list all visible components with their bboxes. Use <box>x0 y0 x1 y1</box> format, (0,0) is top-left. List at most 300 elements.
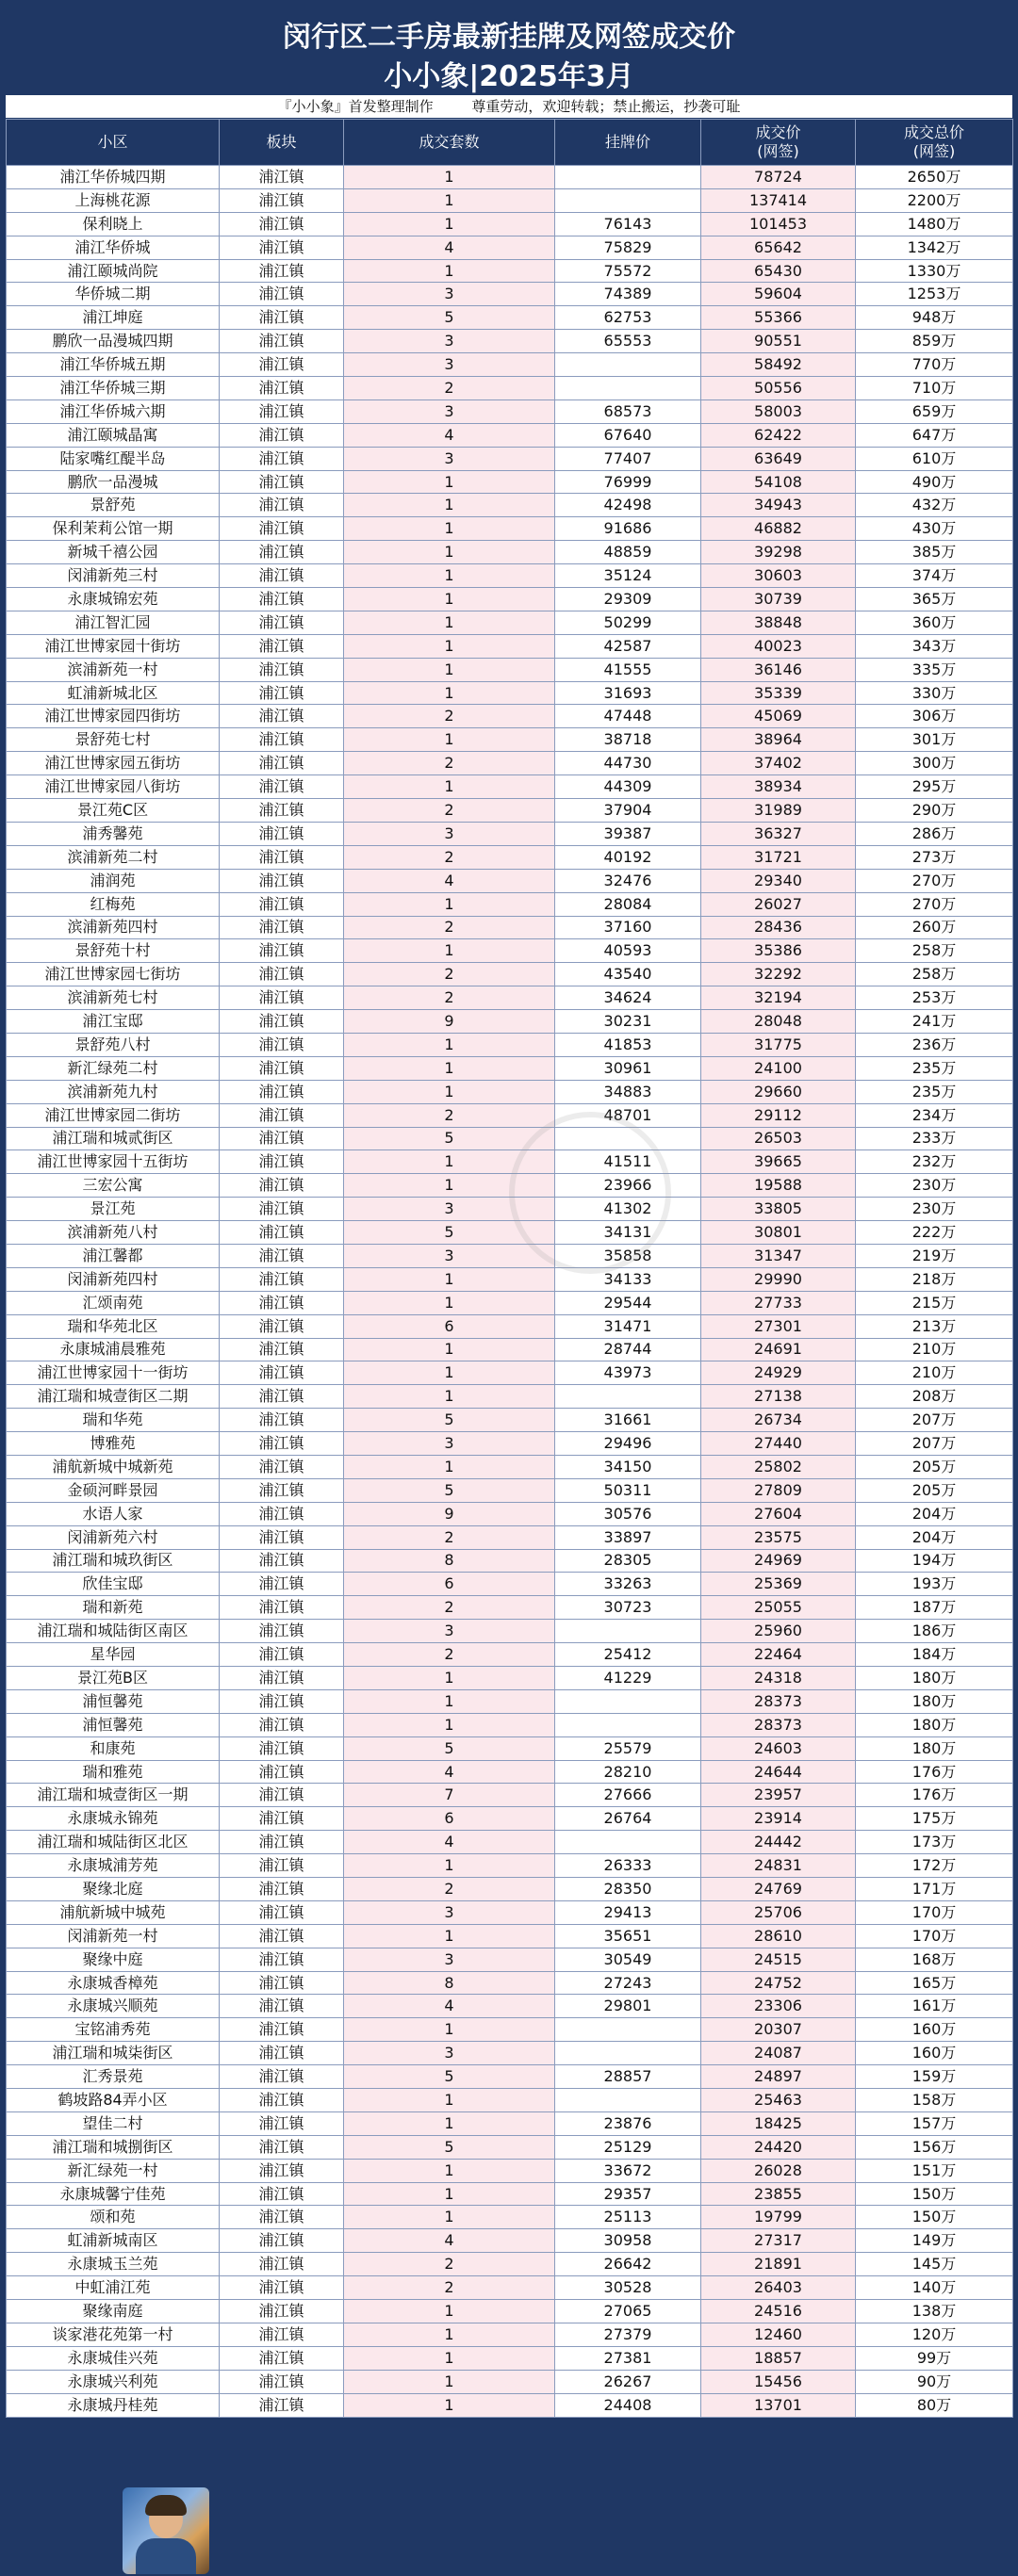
table-row <box>7 1924 1013 1948</box>
cell-deal-count: 1 <box>344 1174 555 1198</box>
cell-deal-count: 1 <box>344 2393 555 2417</box>
cell-deal-total: 241万 <box>856 1010 1013 1034</box>
cell-list-price: 35651 <box>555 1924 701 1948</box>
cell-deal-count: 5 <box>344 306 555 330</box>
cell-list-price: 30576 <box>555 1502 701 1525</box>
cell-deal-total: 1330万 <box>856 259 1013 283</box>
cell-community: 中虹浦江苑 <box>7 2276 220 2300</box>
cell-deal-price: 13701 <box>701 2393 856 2417</box>
table-row <box>7 1596 1013 1620</box>
cell-deal-total: 300万 <box>856 752 1013 775</box>
cell-list-price: 41229 <box>555 1667 701 1690</box>
cell-deal-price: 18425 <box>701 2111 856 2135</box>
cell-community: 聚缘南庭 <box>7 2300 220 2323</box>
cell-deal-total: 149万 <box>856 2229 1013 2253</box>
cell-block: 浦江镇 <box>220 1620 344 1643</box>
cell-deal-count: 3 <box>344 1900 555 1924</box>
cell-deal-count: 4 <box>344 1995 555 2018</box>
cell-deal-total: 180万 <box>856 1667 1013 1690</box>
cell-deal-total: 385万 <box>856 541 1013 564</box>
table-row <box>7 494 1013 517</box>
table-row <box>7 1150 1013 1174</box>
table-row <box>7 1948 1013 1971</box>
cell-block: 浦江镇 <box>220 517 344 541</box>
cell-block: 浦江镇 <box>220 1314 344 1338</box>
cell-block: 浦江镇 <box>220 1455 344 1478</box>
table-row <box>7 2323 1013 2346</box>
cell-deal-total: 204万 <box>856 1525 1013 1549</box>
cell-deal-count: 1 <box>344 1713 555 1736</box>
cell-deal-total: 258万 <box>856 963 1013 986</box>
cell-deal-price: 27317 <box>701 2229 856 2253</box>
cell-deal-price: 26403 <box>701 2276 856 2300</box>
cell-deal-total: 330万 <box>856 681 1013 705</box>
table-row <box>7 306 1013 330</box>
cell-community: 浦江华侨城三期 <box>7 377 220 400</box>
cell-deal-total: 175万 <box>856 1807 1013 1831</box>
cell-list-price: 34150 <box>555 1455 701 1478</box>
cell-list-price: 75572 <box>555 259 701 283</box>
cell-deal-total: 235万 <box>856 1056 1013 1080</box>
cell-deal-count: 1 <box>344 2111 555 2135</box>
table-row <box>7 2065 1013 2089</box>
cell-deal-price: 34943 <box>701 494 856 517</box>
cell-deal-price: 24318 <box>701 1667 856 1690</box>
cell-block: 浦江镇 <box>220 1995 344 2018</box>
table-row <box>7 1736 1013 1760</box>
cell-deal-total: 208万 <box>856 1385 1013 1409</box>
cell-list-price: 42498 <box>555 494 701 517</box>
cell-deal-count: 1 <box>344 611 555 634</box>
cell-deal-count: 1 <box>344 588 555 611</box>
cell-deal-count: 1 <box>344 1150 555 1174</box>
table-row <box>7 963 1013 986</box>
cell-deal-total: 234万 <box>856 1103 1013 1127</box>
cell-block: 浦江镇 <box>220 353 344 377</box>
table-row <box>7 1807 1013 1831</box>
cell-community: 和康苑 <box>7 1736 220 1760</box>
cell-deal-price: 15456 <box>701 2370 856 2393</box>
cell-list-price: 41302 <box>555 1198 701 1221</box>
table-row <box>7 1878 1013 1901</box>
price-table <box>6 119 1013 2418</box>
cell-deal-count: 1 <box>344 1080 555 1103</box>
cell-deal-count: 2 <box>344 1643 555 1667</box>
cell-block: 浦江镇 <box>220 1667 344 1690</box>
cell-block: 浦江镇 <box>220 1244 344 1267</box>
cell-deal-count: 1 <box>344 775 555 799</box>
cell-community: 永康城香樟苑 <box>7 1971 220 1995</box>
table-row <box>7 1900 1013 1924</box>
cell-block: 浦江镇 <box>220 1689 344 1713</box>
cell-block: 浦江镇 <box>220 2065 344 2089</box>
cell-deal-count: 3 <box>344 1432 555 1456</box>
cell-block: 浦江镇 <box>220 399 344 423</box>
cell-deal-price: 38848 <box>701 611 856 634</box>
cell-deal-price: 28610 <box>701 1924 856 1948</box>
cell-deal-price: 27138 <box>701 1385 856 1409</box>
cell-list-price <box>555 2089 701 2112</box>
cell-deal-price: 137414 <box>701 188 856 212</box>
cell-list-price: 25579 <box>555 1736 701 1760</box>
cell-community: 浦江智汇园 <box>7 611 220 634</box>
table-row <box>7 1385 1013 1409</box>
cell-block: 浦江镇 <box>220 845 344 869</box>
cell-block: 浦江镇 <box>220 283 344 306</box>
cell-list-price: 26267 <box>555 2370 701 2393</box>
cell-block: 浦江镇 <box>220 1174 344 1198</box>
cell-list-price: 50311 <box>555 1478 701 1502</box>
cell-deal-total: 138万 <box>856 2300 1013 2323</box>
cell-list-price <box>555 1713 701 1736</box>
cell-deal-price: 27604 <box>701 1502 856 1525</box>
cell-community: 红梅苑 <box>7 892 220 916</box>
cell-deal-total: 170万 <box>856 1900 1013 1924</box>
cell-list-price: 68573 <box>555 399 701 423</box>
cell-block: 浦江镇 <box>220 1878 344 1901</box>
cell-deal-count: 1 <box>344 892 555 916</box>
cell-block: 浦江镇 <box>220 1127 344 1150</box>
cell-list-price: 24408 <box>555 2393 701 2417</box>
cell-list-price: 75829 <box>555 236 701 259</box>
cell-deal-count: 2 <box>344 963 555 986</box>
cell-community: 永康城永锦苑 <box>7 1807 220 1831</box>
cell-community: 上海桃花源 <box>7 188 220 212</box>
cell-block: 浦江镇 <box>220 1573 344 1596</box>
cell-community: 华侨城二期 <box>7 283 220 306</box>
cell-deal-count: 3 <box>344 353 555 377</box>
cell-list-price: 41511 <box>555 1150 701 1174</box>
cell-deal-total: 156万 <box>856 2135 1013 2159</box>
cell-deal-price: 26503 <box>701 1127 856 1150</box>
cell-deal-count: 4 <box>344 1760 555 1784</box>
cell-deal-price: 20307 <box>701 2018 856 2042</box>
cell-deal-count: 4 <box>344 869 555 892</box>
table-row <box>7 1713 1013 1736</box>
cell-deal-count: 4 <box>344 2229 555 2253</box>
table-row <box>7 1291 1013 1314</box>
cell-deal-total: 180万 <box>856 1736 1013 1760</box>
table-row <box>7 1760 1013 1784</box>
cell-community: 浦江瑞和城陆街区北区 <box>7 1831 220 1854</box>
cell-block: 浦江镇 <box>220 188 344 212</box>
table-row <box>7 470 1013 494</box>
cell-community: 景江苑B区 <box>7 1667 220 1690</box>
cell-community: 望佳二村 <box>7 2111 220 2135</box>
cell-list-price: 29413 <box>555 1900 701 1924</box>
cell-deal-price: 24969 <box>701 1549 856 1573</box>
cell-deal-count: 3 <box>344 1198 555 1221</box>
cell-list-price: 23966 <box>555 1174 701 1198</box>
table-row <box>7 1056 1013 1080</box>
cell-deal-count: 1 <box>344 1667 555 1690</box>
cell-list-price: 76143 <box>555 212 701 236</box>
cell-deal-count: 1 <box>344 2323 555 2346</box>
cell-community: 宝铭浦秀苑 <box>7 2018 220 2042</box>
cell-block: 浦江镇 <box>220 1549 344 1573</box>
cell-list-price: 34131 <box>555 1221 701 1245</box>
cell-block: 浦江镇 <box>220 1760 344 1784</box>
cell-deal-price: 31989 <box>701 799 856 823</box>
cell-deal-price: 54108 <box>701 470 856 494</box>
cell-deal-price: 24515 <box>701 1948 856 1971</box>
cell-community: 新汇绿苑二村 <box>7 1056 220 1080</box>
cell-list-price: 74389 <box>555 283 701 306</box>
cell-block: 浦江镇 <box>220 1924 344 1948</box>
cell-block: 浦江镇 <box>220 775 344 799</box>
cell-community: 鹏欣一品漫城 <box>7 470 220 494</box>
cell-block: 浦江镇 <box>220 1150 344 1174</box>
cell-deal-count: 3 <box>344 283 555 306</box>
cell-deal-count: 1 <box>344 470 555 494</box>
cell-community: 浦江世博家园二街坊 <box>7 1103 220 1127</box>
cell-deal-count: 1 <box>344 658 555 681</box>
cell-deal-total: 80万 <box>856 2393 1013 2417</box>
cell-deal-count: 2 <box>344 986 555 1010</box>
cell-list-price: 48701 <box>555 1103 701 1127</box>
cell-deal-total: 260万 <box>856 916 1013 939</box>
cell-deal-total: 647万 <box>856 423 1013 447</box>
cell-list-price: 43540 <box>555 963 701 986</box>
cell-deal-total: 219万 <box>856 1244 1013 1267</box>
cell-deal-total: 230万 <box>856 1198 1013 1221</box>
table-row <box>7 705 1013 728</box>
cell-community: 瑞和华苑 <box>7 1409 220 1432</box>
cell-deal-total: 432万 <box>856 494 1013 517</box>
cell-deal-price: 24897 <box>701 2065 856 2089</box>
cell-list-price: 26333 <box>555 1854 701 1878</box>
cell-block: 浦江镇 <box>220 212 344 236</box>
cell-deal-price: 32194 <box>701 986 856 1010</box>
table-row <box>7 166 1013 189</box>
notice-bar <box>6 95 1012 118</box>
cell-list-price: 30231 <box>555 1010 701 1034</box>
cell-deal-count: 1 <box>344 1455 555 1478</box>
cell-block: 浦江镇 <box>220 259 344 283</box>
table-row <box>7 986 1013 1010</box>
cell-deal-count: 5 <box>344 1478 555 1502</box>
cell-community: 闵浦新苑一村 <box>7 1924 220 1948</box>
cell-block: 浦江镇 <box>220 1361 344 1385</box>
cell-deal-count: 5 <box>344 2065 555 2089</box>
cell-community: 浦润苑 <box>7 869 220 892</box>
cell-community: 永康城丹桂苑 <box>7 2393 220 2417</box>
cell-block: 浦江镇 <box>220 2089 344 2112</box>
cell-community: 新城千禧公园 <box>7 541 220 564</box>
cell-community: 景江苑 <box>7 1198 220 1221</box>
cell-list-price: 25113 <box>555 2206 701 2229</box>
cell-community: 浦江世博家园四街坊 <box>7 705 220 728</box>
cell-deal-price: 38934 <box>701 775 856 799</box>
cell-deal-total: 290万 <box>856 799 1013 823</box>
cell-deal-total: 218万 <box>856 1267 1013 1291</box>
cell-community: 永康城浦芳苑 <box>7 1854 220 1878</box>
cell-block: 浦江镇 <box>220 166 344 189</box>
cell-deal-price: 27809 <box>701 1478 856 1502</box>
cell-deal-count: 1 <box>344 2370 555 2393</box>
cell-community: 浦江瑞和城壹街区一期 <box>7 1784 220 1807</box>
table-row <box>7 2300 1013 2323</box>
cell-list-price: 28350 <box>555 1878 701 1901</box>
cell-block: 浦江镇 <box>220 2276 344 2300</box>
cell-block: 浦江镇 <box>220 2370 344 2393</box>
cell-community: 浦江世博家园五街坊 <box>7 752 220 775</box>
cell-deal-price: 25706 <box>701 1900 856 1924</box>
table-row <box>7 259 1013 283</box>
cell-deal-total: 176万 <box>856 1784 1013 1807</box>
table-row <box>7 1667 1013 1690</box>
cell-deal-total: 157万 <box>856 2111 1013 2135</box>
notice-copyright: 尊重劳动，欢迎转载；禁止搬运，抄袭可耻 <box>471 98 741 115</box>
cell-community: 浦秀馨苑 <box>7 822 220 845</box>
table-row <box>7 1221 1013 1245</box>
table-row <box>7 2393 1013 2417</box>
cell-deal-total: 170万 <box>856 1924 1013 1948</box>
table-row <box>7 1831 1013 1854</box>
cell-deal-price: 101453 <box>701 212 856 236</box>
cell-block: 浦江镇 <box>220 1291 344 1314</box>
cell-deal-total: 948万 <box>856 306 1013 330</box>
table-row <box>7 775 1013 799</box>
cell-deal-count: 2 <box>344 705 555 728</box>
cell-block: 浦江镇 <box>220 1948 344 1971</box>
cell-deal-count: 1 <box>344 2300 555 2323</box>
table-row <box>7 1361 1013 1385</box>
table-row <box>7 634 1013 658</box>
cell-block: 浦江镇 <box>220 705 344 728</box>
cell-deal-total: 253万 <box>856 986 1013 1010</box>
table-row <box>7 330 1013 353</box>
cell-deal-count: 1 <box>344 2182 555 2206</box>
cell-block: 浦江镇 <box>220 728 344 752</box>
cell-list-price: 42587 <box>555 634 701 658</box>
cell-deal-count: 2 <box>344 845 555 869</box>
watermark-seal <box>509 1112 671 1274</box>
cell-community: 永康城兴顺苑 <box>7 1995 220 2018</box>
cell-deal-total: 173万 <box>856 1831 1013 1854</box>
cell-community: 浦江瑞和城贰街区 <box>7 1127 220 1150</box>
header <box>0 0 1018 94</box>
table-row <box>7 188 1013 212</box>
cell-community: 浦江华侨城四期 <box>7 166 220 189</box>
cell-deal-total: 1480万 <box>856 212 1013 236</box>
cell-block: 浦江镇 <box>220 2042 344 2065</box>
cell-block: 浦江镇 <box>220 1056 344 1080</box>
cell-community: 浦江颐城晶寓 <box>7 423 220 447</box>
cell-deal-count: 8 <box>344 1971 555 1995</box>
cell-list-price: 28305 <box>555 1549 701 1573</box>
cell-block: 浦江镇 <box>220 1221 344 1245</box>
cell-deal-count: 1 <box>344 939 555 963</box>
cell-community: 水语人家 <box>7 1502 220 1525</box>
header-block: 板块 <box>220 120 344 166</box>
cell-deal-price: 23957 <box>701 1784 856 1807</box>
cell-deal-count: 1 <box>344 728 555 752</box>
cell-block: 浦江镇 <box>220 799 344 823</box>
cell-deal-count: 1 <box>344 1291 555 1314</box>
cell-block: 浦江镇 <box>220 822 344 845</box>
cell-block: 浦江镇 <box>220 1338 344 1361</box>
cell-list-price: 28744 <box>555 1338 701 1361</box>
cell-deal-price: 38964 <box>701 728 856 752</box>
cell-deal-count: 4 <box>344 236 555 259</box>
cell-community: 博雅苑 <box>7 1432 220 1456</box>
cell-deal-price: 24442 <box>701 1831 856 1854</box>
cell-deal-price: 36146 <box>701 658 856 681</box>
cell-deal-count: 6 <box>344 1807 555 1831</box>
cell-deal-price: 24516 <box>701 2300 856 2323</box>
cell-block: 浦江镇 <box>220 1854 344 1878</box>
cell-list-price: 31661 <box>555 1409 701 1432</box>
cell-deal-price: 37402 <box>701 752 856 775</box>
cell-community: 浦江华侨城六期 <box>7 399 220 423</box>
cell-list-price <box>555 1620 701 1643</box>
cell-list-price: 29357 <box>555 2182 701 2206</box>
cell-list-price: 41555 <box>555 658 701 681</box>
cell-list-price: 27243 <box>555 1971 701 1995</box>
cell-deal-total: 222万 <box>856 1221 1013 1245</box>
cell-block: 浦江镇 <box>220 494 344 517</box>
cell-block: 浦江镇 <box>220 2229 344 2253</box>
cell-community: 谈家港花苑第一村 <box>7 2323 220 2346</box>
table-row <box>7 283 1013 306</box>
cell-deal-total: 165万 <box>856 1971 1013 1995</box>
cell-community: 虹浦新城南区 <box>7 2229 220 2253</box>
cell-community: 景江苑C区 <box>7 799 220 823</box>
cell-deal-count: 3 <box>344 822 555 845</box>
cell-list-price: 28857 <box>555 2065 701 2089</box>
table-row <box>7 869 1013 892</box>
cell-community: 滨浦新苑四村 <box>7 916 220 939</box>
cell-deal-count: 1 <box>344 1924 555 1948</box>
page-subtitle: 小小象|2025年3月 <box>384 60 634 93</box>
cell-community: 鹏欣一品漫城四期 <box>7 330 220 353</box>
cell-community: 闵浦新苑六村 <box>7 1525 220 1549</box>
cell-community: 浦江瑞和城壹街区二期 <box>7 1385 220 1409</box>
cell-deal-total: 236万 <box>856 1033 1013 1056</box>
cell-list-price: 44309 <box>555 775 701 799</box>
cell-deal-total: 186万 <box>856 1620 1013 1643</box>
cell-community: 滨浦新苑八村 <box>7 1221 220 1245</box>
cell-deal-price: 21891 <box>701 2253 856 2276</box>
table-row <box>7 2276 1013 2300</box>
cell-deal-count: 2 <box>344 916 555 939</box>
cell-deal-total: 2650万 <box>856 166 1013 189</box>
table-row <box>7 916 1013 939</box>
cell-community: 保利茉莉公馆一期 <box>7 517 220 541</box>
cell-deal-count: 1 <box>344 259 555 283</box>
cell-deal-total: 207万 <box>856 1409 1013 1432</box>
cell-community: 浦江华侨城五期 <box>7 353 220 377</box>
cell-deal-price: 30801 <box>701 1221 856 1245</box>
cell-deal-price: 29660 <box>701 1080 856 1103</box>
cell-community: 保利晓上 <box>7 212 220 236</box>
table-row <box>7 1010 1013 1034</box>
cell-deal-price: 27301 <box>701 1314 856 1338</box>
cell-deal-count: 3 <box>344 1620 555 1643</box>
cell-deal-total: 168万 <box>856 1948 1013 1971</box>
header-list-price: 挂牌价 <box>555 120 701 166</box>
cell-deal-total: 207万 <box>856 1432 1013 1456</box>
cell-list-price: 30723 <box>555 1596 701 1620</box>
cell-deal-total: 140万 <box>856 2276 1013 2300</box>
cell-block: 浦江镇 <box>220 1643 344 1667</box>
cell-block: 浦江镇 <box>220 681 344 705</box>
cell-community: 浦江世博家园十五街坊 <box>7 1150 220 1174</box>
cell-block: 浦江镇 <box>220 869 344 892</box>
cell-deal-total: 205万 <box>856 1478 1013 1502</box>
cell-list-price <box>555 188 701 212</box>
